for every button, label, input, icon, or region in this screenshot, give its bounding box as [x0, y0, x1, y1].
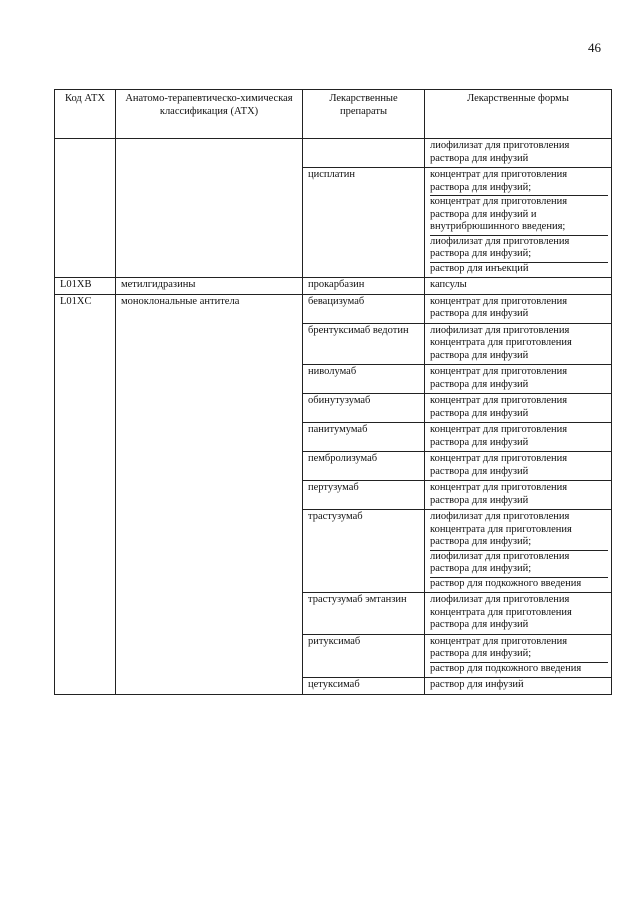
- atx-classification: [116, 678, 303, 695]
- dosage-form: раствор для инъекций: [430, 262, 529, 274]
- dosage-form: концентрат для приготовления раствора для инфузий: [430, 424, 568, 448]
- dosage-forms: [425, 452, 612, 481]
- dosage-forms: [425, 294, 612, 323]
- table-header: [55, 90, 612, 139]
- atx-code: [55, 593, 116, 635]
- atx-classification: [116, 634, 303, 678]
- atx-code: [55, 481, 116, 510]
- table-row: [55, 323, 612, 365]
- dosage-forms: [425, 168, 612, 278]
- dosage-forms: [425, 139, 612, 168]
- atx-classification: [116, 394, 303, 423]
- table-row: [55, 452, 612, 481]
- atx-code: [55, 139, 116, 168]
- atx-classification: [116, 452, 303, 481]
- drug-name: цетуксимаб: [303, 678, 425, 695]
- dosage-form: концентрат для приготовления раствора для инфузий: [430, 295, 568, 319]
- drug-name: пертузумаб: [303, 481, 425, 510]
- dosage-form: концентрат для приготовления раствора для инфузий;: [430, 169, 608, 196]
- dosage-form: концентрат для приготовления раствора для инфузий и внутрибрюшинного введения;: [430, 196, 608, 236]
- atx-table: [54, 89, 612, 695]
- atx-classification: [116, 510, 303, 593]
- dosage-forms: [425, 510, 612, 593]
- dosage-form: раствор для инфузий: [430, 679, 524, 690]
- table-row: [55, 294, 612, 323]
- dosage-form: раствор для подкожного введения: [430, 662, 582, 674]
- header-drugs: Лекарственные препараты: [303, 90, 425, 139]
- dosage-form: лиофилизат для приготовления раствора для инфузий;: [430, 551, 608, 578]
- atx-classification: [116, 365, 303, 394]
- table-row: [55, 593, 612, 635]
- dosage-form: лиофилизат для приготовления концентрата для приготовления раствора для инфузий;: [430, 511, 608, 551]
- dosage-form: лиофилизат для приготовления раствора для инфузий;: [430, 236, 608, 263]
- atx-classification: [116, 423, 303, 452]
- atx-code: [55, 365, 116, 394]
- drug-name: ритуксимаб: [303, 634, 425, 678]
- atx-code: [55, 678, 116, 695]
- dosage-forms: [425, 678, 612, 695]
- atx-code: [55, 634, 116, 678]
- table-row: [55, 139, 612, 168]
- atx-classification: [116, 481, 303, 510]
- atx-code: [55, 423, 116, 452]
- dosage-form: капсулы: [430, 279, 467, 290]
- drug-name: трастузумаб: [303, 510, 425, 593]
- table-row: [55, 678, 612, 695]
- drug-name: ниволумаб: [303, 365, 425, 394]
- atx-code: [55, 394, 116, 423]
- table-row: [55, 634, 612, 678]
- dosage-forms: [425, 481, 612, 510]
- drug-name: обинутузумаб: [303, 394, 425, 423]
- table-row: [55, 423, 612, 452]
- drug-name: трастузумаб эмтанзин: [303, 593, 425, 635]
- dosage-form: концентрат для приготовления раствора для инфузий: [430, 395, 568, 419]
- dosage-form: концентрат для приготовления раствора для инфузий: [430, 366, 568, 390]
- table-row: [55, 394, 612, 423]
- drug-name: панитумумаб: [303, 423, 425, 452]
- drug-name: бевацизумаб: [303, 294, 425, 323]
- dosage-forms: [425, 423, 612, 452]
- drug-name: цисплатин: [303, 168, 425, 278]
- table-row: [55, 365, 612, 394]
- atx-code: [55, 168, 116, 278]
- table-body: [55, 139, 612, 695]
- drug-name: пембролизумаб: [303, 452, 425, 481]
- dosage-form: лиофилизат для приготовления раствора для инфузий: [430, 140, 570, 164]
- dosage-forms: [425, 593, 612, 635]
- atx-code: L01XB: [55, 278, 116, 295]
- header-forms: Лекарственные формы: [425, 90, 612, 139]
- atx-code: L01XC: [55, 294, 116, 323]
- dosage-form: лиофилизат для приготовления концентрата для приготовления раствора для инфузий: [430, 324, 572, 361]
- dosage-forms: [425, 634, 612, 678]
- atx-classification: [116, 168, 303, 278]
- drug-name: [303, 139, 425, 168]
- atx-code: [55, 323, 116, 365]
- dosage-forms: [425, 278, 612, 295]
- table-row: [55, 510, 612, 593]
- atx-classification: метилгидразины: [116, 278, 303, 295]
- table-row: [55, 481, 612, 510]
- atx-classification: [116, 139, 303, 168]
- dosage-form: лиофилизат для приготовления концентрата для приготовления раствора для инфузий: [430, 594, 572, 630]
- dosage-form: концентрат для приготовления раствора для инфузий: [430, 453, 568, 477]
- atx-classification: моноклональные антитела: [116, 294, 303, 323]
- table-row: [55, 278, 612, 295]
- atx-code: [55, 452, 116, 481]
- atx-classification: [116, 593, 303, 635]
- header-classification: Анатомо-терапевтическо-химическая классификация (АТХ): [116, 90, 303, 139]
- dosage-forms: [425, 365, 612, 394]
- drug-name: прокарбазин: [303, 278, 425, 295]
- atx-classification: [116, 323, 303, 365]
- drug-name: брентуксимаб ведотин: [303, 323, 425, 365]
- dosage-form: раствор для подкожного введения: [430, 577, 582, 589]
- dosage-form: концентрат для приготовления раствора для инфузий;: [430, 636, 608, 663]
- atx-code: [55, 510, 116, 593]
- dosage-forms: [425, 323, 612, 365]
- page-number: 46: [588, 40, 601, 55]
- table-row: [55, 168, 612, 278]
- dosage-forms: [425, 394, 612, 423]
- header-code: Код АТХ: [55, 90, 116, 139]
- dosage-form: концентрат для приготовления раствора для инфузий: [430, 482, 568, 506]
